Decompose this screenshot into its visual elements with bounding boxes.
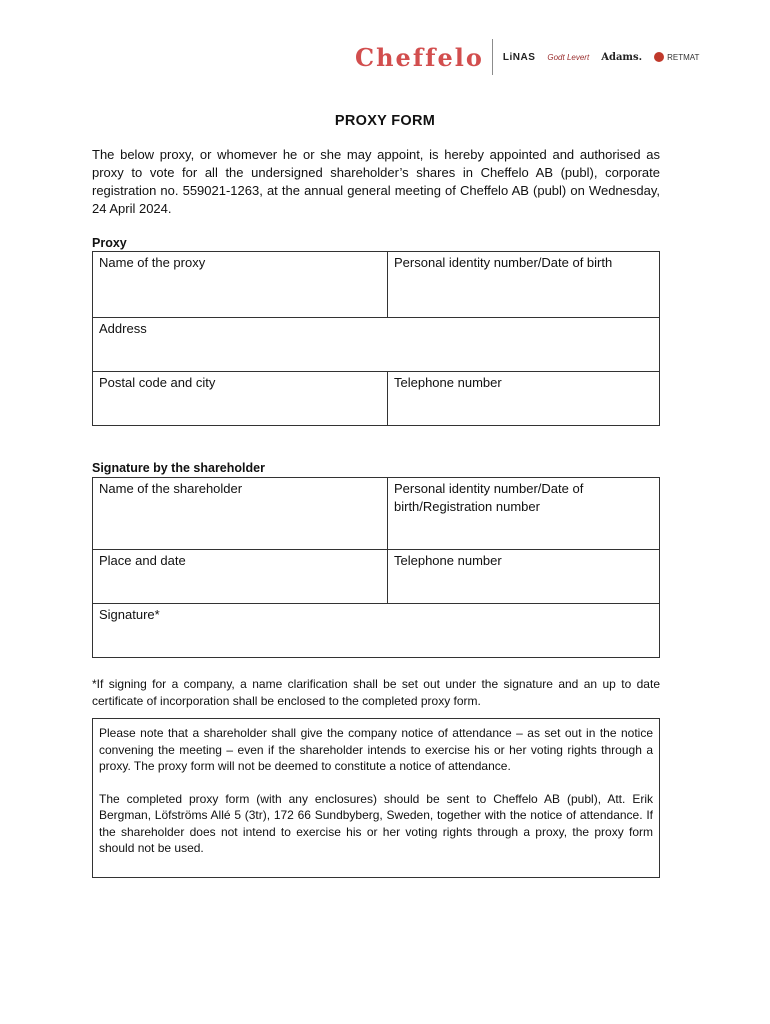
header-logos — [355, 40, 699, 74]
proxy-name-label: Name of the proxy — [99, 255, 206, 270]
notice-paragraph-attendance: Please note that a shareholder shall give the company notice of attendance – as set out in the notice convening the meeting – even if the shareholder intends to exercise his or her voting rights through a proxy. The proxy form will not be deemed to constitute a notice of attendance. — [99, 726, 653, 773]
retmat-logo: RETMAT — [667, 52, 700, 62]
shareholder-place-date-label: Place and date — [99, 553, 186, 568]
proxy-postal-field[interactable] — [93, 372, 388, 426]
retmat-logo-wrap — [654, 52, 699, 62]
cheffelo-logo: Cheffelo — [355, 42, 484, 72]
sub-brand-logos — [503, 52, 700, 63]
attendance-notice-box — [92, 718, 660, 878]
shareholder-telephone-label: Telephone number — [394, 553, 502, 568]
proxy-form-table — [92, 251, 660, 426]
retmat-logo-icon — [654, 52, 664, 62]
shareholder-personal-id-label: Personal identity number/Date of birth/Registration number — [394, 481, 584, 514]
proxy-name-field[interactable] — [93, 252, 388, 318]
intro-paragraph: The below proxy, or whomever he or she may appoint, is hereby appointed and authorised as proxy to vote for all the undersigned shareholder’s shares in Cheffelo AB (publ), corporate registration no. 559021-1263, at the annual general meeting of Cheffelo AB (publ) on Wednesday, 24 April 2024. — [92, 147, 660, 216]
proxy-telephone-field[interactable] — [388, 372, 660, 426]
proxy-address-label: Address — [99, 321, 147, 336]
logo-divider — [492, 39, 493, 75]
shareholder-form-table — [92, 477, 660, 658]
page-title: PROXY FORM — [334, 113, 436, 129]
proxy-personal-id-label: Personal identity number/Date of birth — [394, 255, 613, 270]
shareholder-name-field[interactable] — [93, 478, 388, 550]
proxy-telephone-label: Telephone number — [394, 375, 502, 390]
signature-footnote: *If signing for a company, a name clarification shall be set out under the signature and an up to date certificate of incorporation shall be enclosed to the completed proxy form. — [92, 677, 660, 708]
shareholder-telephone-field[interactable] — [388, 550, 660, 604]
adams-logo: Adams. — [601, 51, 643, 63]
notice-paragraph-submission: The completed proxy form (with any enclosures) should be sent to Cheffelo AB (publ), Att. Erik Bergman, Löfströms Allé 5 (3tr), 172 66 Sundbyberg, Sweden, together with the notice of attendance. If the shareholder does not intend to exercise his or her voting rights through a proxy, the proxy form should not be used. — [99, 791, 653, 855]
shareholder-place-date-field[interactable] — [93, 550, 388, 604]
shareholder-name-label: Name of the shareholder — [99, 481, 243, 496]
godt-levert-logo: Godt Levert — [547, 52, 590, 62]
proxy-postal-label: Postal code and city — [99, 375, 216, 390]
linas-logo: LiNAS — [502, 51, 536, 63]
proxy-address-field[interactable] — [93, 318, 660, 372]
proxy-section-label: Proxy — [92, 236, 127, 250]
shareholder-signature-label: Signature* — [99, 607, 160, 622]
proxy-personal-id-field[interactable] — [388, 252, 660, 318]
shareholder-personal-id-field[interactable] — [388, 478, 660, 550]
shareholder-signature-field[interactable] — [93, 604, 660, 658]
shareholder-section-label: Signature by the shareholder — [92, 461, 265, 475]
